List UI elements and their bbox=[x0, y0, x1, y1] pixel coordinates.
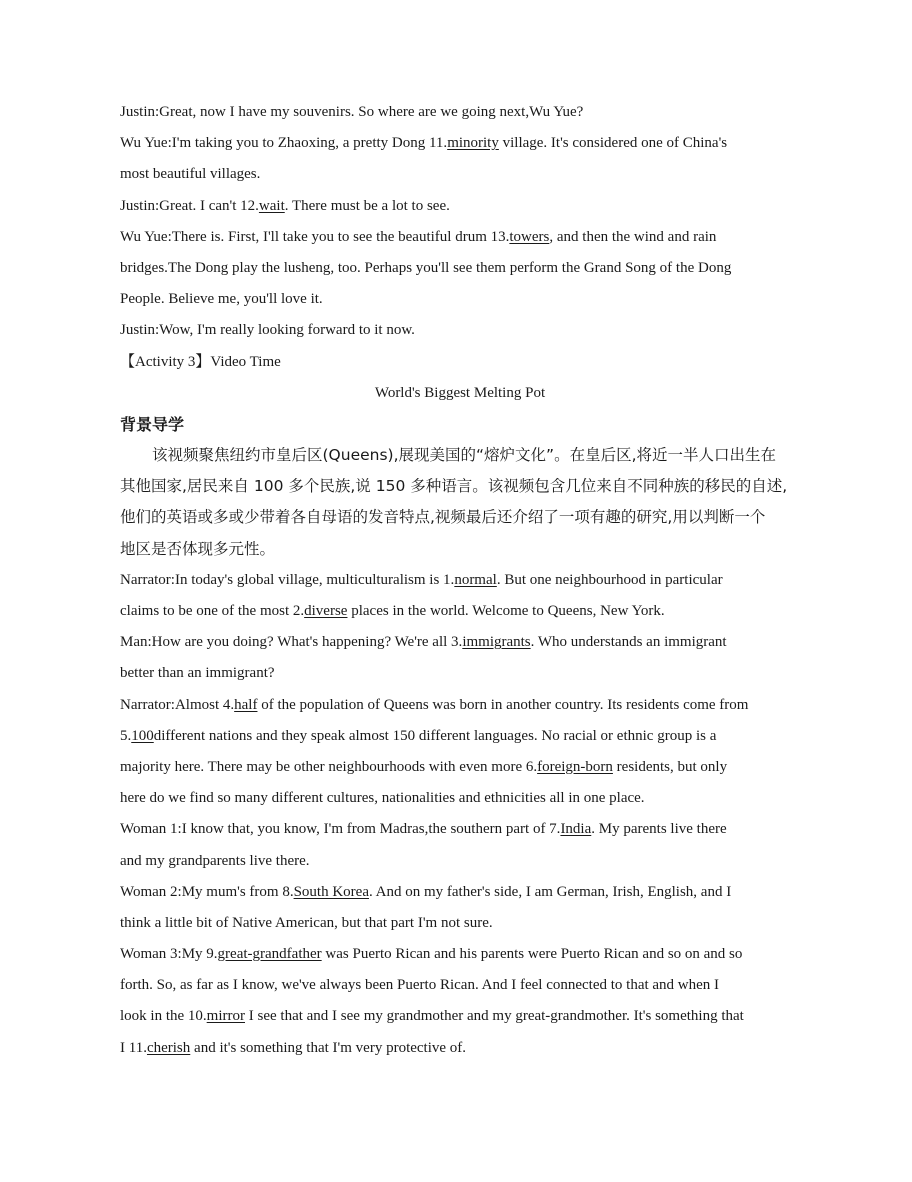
fill-blank-answer: diverse bbox=[304, 603, 348, 619]
transcript-line bbox=[120, 596, 800, 627]
dialogue-line bbox=[120, 253, 800, 284]
line-text: better than an immigrant? bbox=[120, 665, 275, 682]
transcript-line bbox=[120, 846, 800, 877]
line-text: different nations and they speak almost 150 different languages. No racial or ethnic group is a bbox=[153, 727, 717, 744]
dialogue-section bbox=[120, 97, 800, 347]
line-text: . And on my father's side, I am German, Irish, English, and I bbox=[368, 883, 732, 900]
transcript-line bbox=[120, 690, 800, 721]
line-text: forth. So, as far as I know, we've always been Puerto Rican. And I feel connected to that and when I bbox=[120, 977, 720, 994]
background-line: 该视频聚焦纽约市皇后区(Queens),展现美国的“熔炉文化”。在皇后区,将近一半人口出生在 bbox=[152, 446, 777, 465]
document-page bbox=[120, 97, 800, 1064]
transcript-line bbox=[120, 939, 800, 970]
transcript-line bbox=[120, 970, 800, 1001]
line-text: Woman 3:My 9. bbox=[120, 946, 218, 963]
background-paragraph bbox=[120, 440, 800, 565]
line-text: Woman 1:I know that, you know, I'm from Madras,the southern part of 7. bbox=[120, 821, 561, 838]
fill-blank-answer: normal bbox=[454, 571, 497, 588]
background-line: 其他国家,居民来自 100 多个民族,说 150 多种语言。该视频包含几位来自不同种族的移民的自述, bbox=[120, 477, 788, 496]
line-text: most beautiful villages. bbox=[120, 166, 261, 183]
line-text: Wu Yue:I'm taking you to Zhaoxing, a pretty Dong 11. bbox=[120, 135, 448, 152]
line-text: I see that and I see my grandmother and my great-grandmother. It's something that bbox=[245, 1008, 744, 1025]
activity-label: 【Activity 3】Video Time bbox=[120, 353, 281, 370]
dialogue-line bbox=[120, 222, 800, 253]
line-text: I 11. bbox=[120, 1039, 147, 1056]
line-text: . Who understands an immigrant bbox=[530, 634, 727, 651]
transcript-line bbox=[120, 627, 800, 658]
line-text: places in the world. Welcome to Queens, New York. bbox=[347, 603, 665, 619]
line-text: think a little bit of Native American, but that part I'm not sure. bbox=[120, 914, 493, 931]
transcript-section bbox=[120, 565, 800, 1064]
line-text: and it's something that I'm very protective of. bbox=[190, 1039, 467, 1056]
fill-blank-answer: wait bbox=[258, 197, 285, 214]
transcript-line bbox=[120, 658, 800, 689]
line-text: Narrator:Almost 4. bbox=[120, 696, 235, 713]
line-text: . My parents live there bbox=[591, 821, 727, 838]
fill-blank-answer: mirror bbox=[206, 1008, 245, 1025]
fill-blank-answer: South Korea bbox=[293, 883, 369, 900]
transcript-line bbox=[120, 565, 800, 596]
line-text: here do we find so many different cultures, nationalities and ethnicities all in one place. bbox=[120, 790, 645, 807]
line-text: Man:How are you doing? What's happening? We're all 3. bbox=[120, 634, 463, 651]
line-text: residents, but only bbox=[612, 758, 728, 775]
transcript-line bbox=[120, 877, 800, 908]
transcript-line bbox=[120, 752, 800, 783]
fill-blank-answer: 100 bbox=[131, 727, 154, 744]
line-text: claims to be one of the most 2. bbox=[120, 603, 305, 619]
line-text: look in the 10. bbox=[120, 1008, 207, 1025]
line-text: Wu Yue:There is. First, I'll take you to see the beautiful drum 13. bbox=[120, 228, 510, 245]
line-text: of the population of Queens was born in another country. Its residents come from bbox=[257, 696, 749, 713]
dialogue-line bbox=[120, 191, 800, 222]
dialogue-line bbox=[120, 284, 800, 315]
transcript-line bbox=[120, 908, 800, 939]
line-text: 5. bbox=[120, 727, 132, 744]
line-text: Justin:Great, now I have my souvenirs. So where are we going next,Wu Yue? bbox=[120, 104, 584, 120]
dialogue-line bbox=[120, 97, 800, 128]
line-text: Justin:Wow, I'm really looking forward to it now. bbox=[120, 322, 415, 339]
line-text: Justin:Great. I can't 12. bbox=[120, 197, 259, 214]
line-text: . There must be a lot to see. bbox=[284, 197, 450, 214]
transcript-line bbox=[120, 783, 800, 814]
transcript-line bbox=[120, 1033, 800, 1064]
line-text: . But one neighbourhood in particular bbox=[496, 571, 723, 588]
fill-blank-answer: India bbox=[560, 821, 592, 838]
transcript-line bbox=[120, 721, 800, 752]
line-text: village. It's considered one of China's bbox=[498, 135, 728, 152]
fill-blank-answer: towers bbox=[509, 228, 550, 245]
fill-blank-answer: foreign-born bbox=[537, 758, 613, 775]
line-text: and my grandparents live there. bbox=[120, 852, 310, 869]
line-text: Woman 2:My mum's from 8. bbox=[120, 883, 294, 900]
dialogue-line bbox=[120, 128, 800, 159]
dialogue-line bbox=[120, 315, 800, 346]
line-text: , and then the wind and rain bbox=[549, 228, 717, 245]
background-line: 地区是否体现多元性。 bbox=[120, 539, 276, 558]
background-heading: 背景导学 bbox=[120, 414, 185, 434]
fill-blank-answer: great-grandfather bbox=[217, 946, 322, 963]
video-title: World's Biggest Melting Pot bbox=[374, 384, 546, 401]
fill-blank-answer: half bbox=[234, 696, 258, 713]
line-text: bridges.The Dong play the lusheng, too. Perhaps you'll see them perform the Grand Song of the Dong bbox=[120, 259, 732, 276]
transcript-line bbox=[120, 814, 800, 845]
dialogue-line bbox=[120, 159, 800, 190]
transcript-line bbox=[120, 1001, 800, 1032]
line-text: was Puerto Rican and his parents were Puerto Rican and so on and so bbox=[321, 946, 743, 963]
line-text: People. Believe me, you'll love it. bbox=[120, 291, 323, 308]
line-text: Narrator:In today's global village, multiculturalism is 1. bbox=[120, 571, 455, 588]
fill-blank-answer: cherish bbox=[146, 1039, 191, 1056]
background-line: 他们的英语或多或少带着各自母语的发音特点,视频最后还介绍了一项有趣的研究,用以判断一个 bbox=[120, 508, 766, 527]
fill-blank-answer: minority bbox=[447, 135, 499, 152]
fill-blank-answer: immigrants bbox=[462, 634, 531, 651]
line-text: majority here. There may be other neighbourhoods with even more 6. bbox=[120, 758, 538, 775]
